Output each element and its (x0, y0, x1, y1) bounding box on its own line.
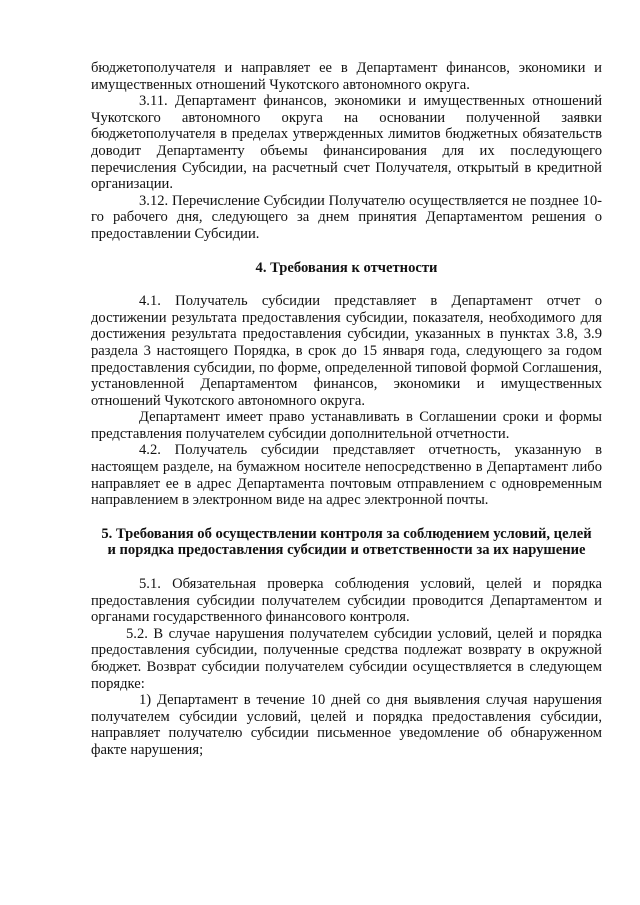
paragraph-4-1-additional: Департамент имеет право устанавливать в Соглашении сроки и формы представления получателем субсидии дополнительной отчетности. (91, 409, 602, 442)
paragraph-3-12: 3.12. Перечисление Субсидии Получателю осуществляется не позднее 10-го рабочего дня, следующего за днем принятия Департаментом решения о предоставлении Субсидии. (91, 192, 602, 242)
paragraph-3-11: 3.11. Департамент финансов, экономики и имущественных отношений Чукотского автономного округа на основании полученной заявки бюджетополучателя в пределах утвержденных лимитов бюджетных обязательств доводит Департаменту объемы финансирования для их последующего перечисления Субсидии, на расчетный счет Получателя, открытый в кредитной организации. (91, 93, 602, 193)
document-page (91, 60, 602, 759)
paragraph-5-2: 5.2. В случае нарушения получателем субсидии условий, целей и порядка предоставления субсидии, полученные средства подлежат возврату в окружной бюджет. Возврат субсидии получателем субсидии осуществляется в следующем порядке: (91, 625, 602, 692)
section-5-heading (91, 526, 602, 559)
paragraph-4-2: 4.2. Получатель субсидии представляет отчетность, указанную в настоящем разделе, на бумажном носителе непосредственно в Департамент либо направляет ее в адрес Департамента почтовым отправлением с одновременным направлением в электронном виде на адрес электронной почты. (91, 442, 602, 509)
paragraph-5-2-item-1: 1) Департамент в течение 10 дней со дня выявления случая нарушения получателем субсидии условий, целей и порядка предоставления субсидии, направляет получателю субсидии письменное уведомление об обнаруженном факте нарушения; (91, 692, 602, 758)
paragraph-5-1: 5.1. Обязательная проверка соблюдения условий, целей и порядка предоставления субсидии получателем субсидии проводится Департаментом и органами государственного финансового контроля. (91, 576, 602, 626)
section-5-heading-line-2: и порядка предоставления субсидии и ответственности за их нарушение (107, 542, 586, 559)
paragraph-continuation: бюджетополучателя и направляет ее в Департамент финансов, экономики и имущественных отношений Чукотского автономного округа. (91, 60, 602, 93)
paragraph-4-1: 4.1. Получатель субсидии представляет в Департамент отчет о достижении результата предоставления субсидии, показателя, необходимого для достижения результата предоставления субсидии, указанных в пунктах 3.8, 3.9 раздела 3 настоящего Порядка, в срок до 15 января года, следующего за годом предоставления субсидии, по форме, определенной типовой формой Соглашения, установленной Департаментом финансов, экономики и имущественных отношений Чукотского автономного округа. (91, 293, 602, 409)
section-5-heading-line-1: 5. Требования об осуществлении контроля за соблюдением условий, целей (101, 525, 592, 542)
section-4-heading: 4. Требования к отчетности (255, 259, 438, 276)
